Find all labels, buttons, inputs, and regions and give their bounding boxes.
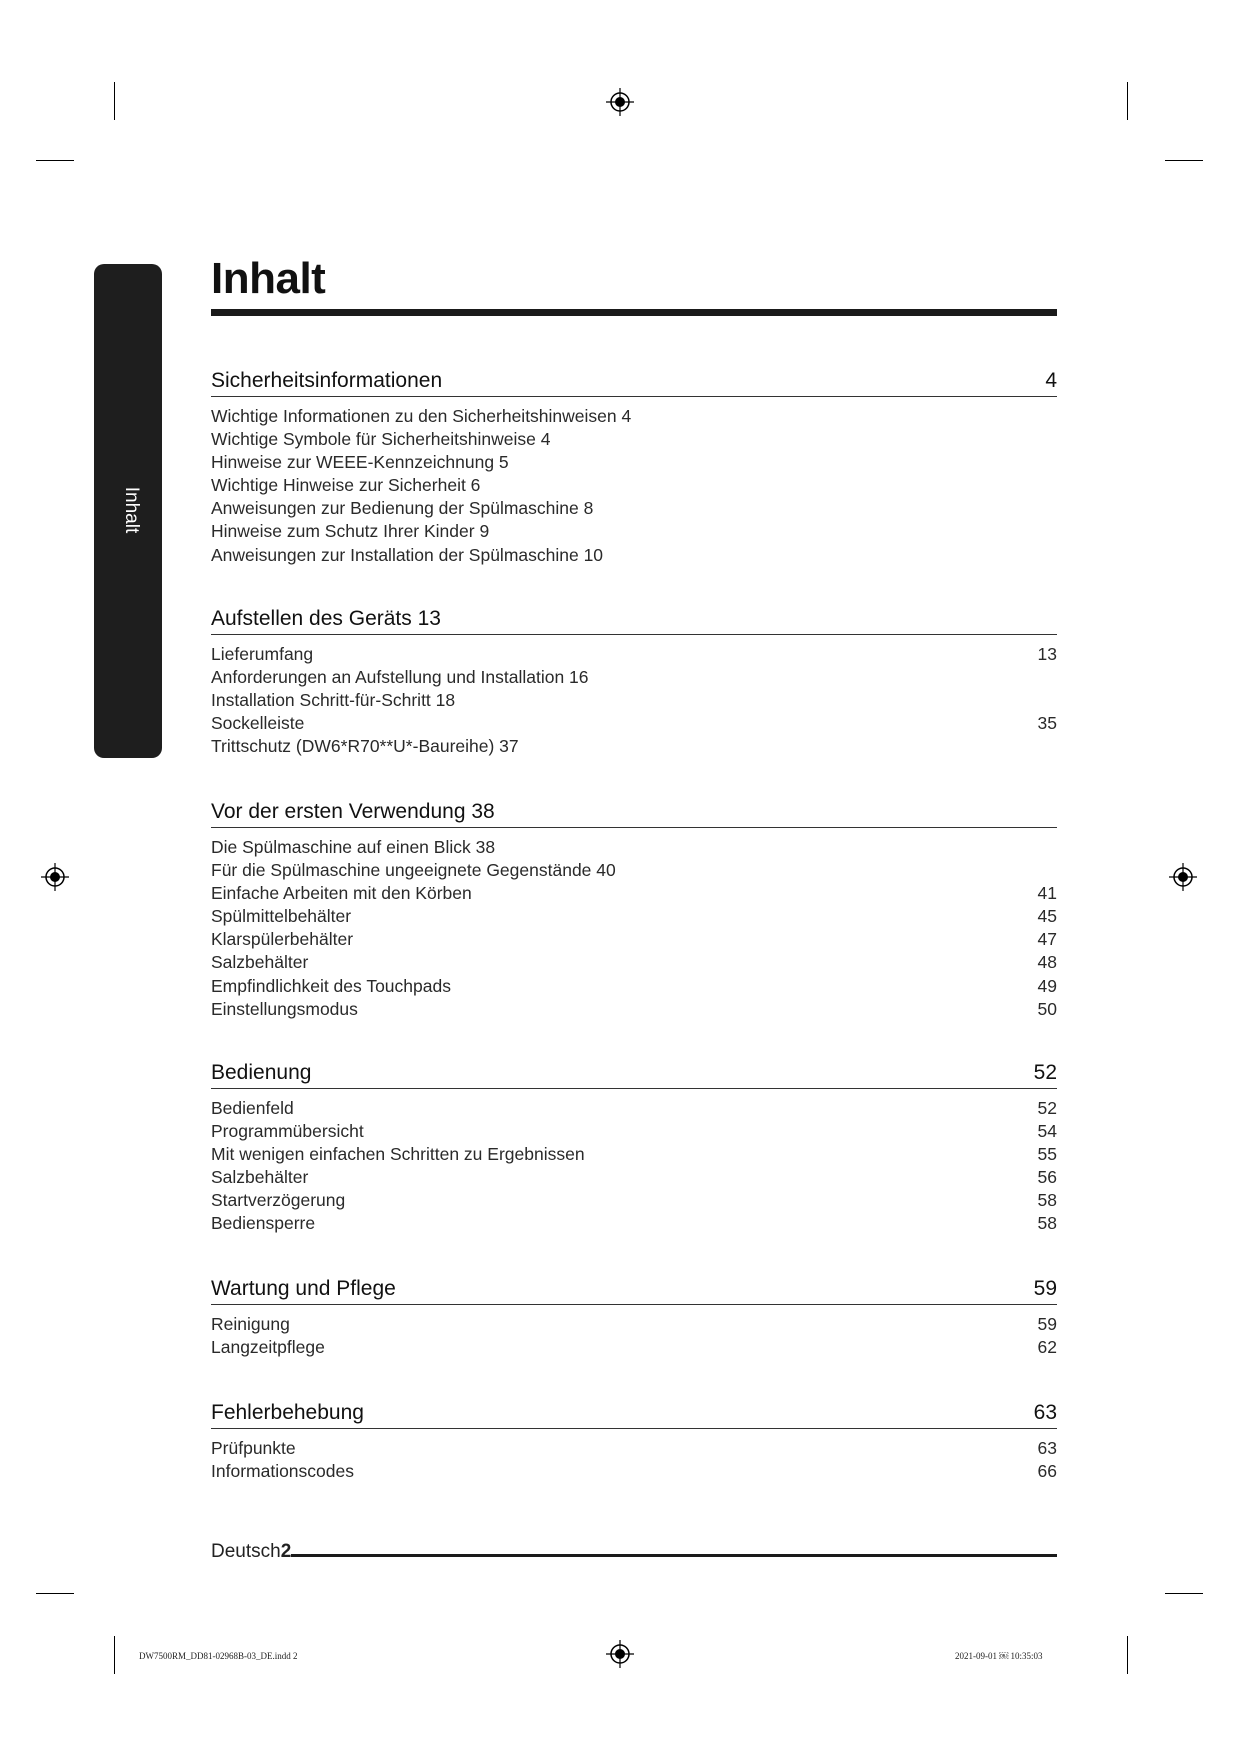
section-page: 59 — [1033, 1277, 1057, 1300]
entry-title: Die Spülmaschine auf einen Blick 38 — [211, 837, 496, 857]
toc-entry[interactable] — [211, 689, 1057, 712]
toc-entry[interactable] — [211, 474, 1057, 497]
toc-section — [211, 366, 1057, 567]
toc-section — [211, 1058, 1057, 1236]
entry-title: Hinweise zur WEEE-Kennzeichnung 5 — [211, 452, 509, 473]
entry-title: Spülmittelbehälter — [211, 906, 352, 927]
toc-entry[interactable] — [211, 905, 1057, 928]
toc-entry[interactable] — [211, 428, 1057, 451]
crop-mark — [114, 1636, 115, 1674]
toc-entry[interactable] — [211, 928, 1057, 951]
entry-page: 49 — [1037, 975, 1057, 996]
toc-entry[interactable] — [211, 1120, 1057, 1143]
toc-entry[interactable] — [211, 998, 1057, 1021]
toc-entry[interactable] — [211, 735, 1057, 758]
entry-title: Programmübersicht — [211, 1121, 364, 1142]
crop-mark — [36, 160, 74, 161]
entry-title: Anforderungen an Aufstellung und Installation 16 — [211, 667, 589, 688]
entry-title: Installation Schritt-für-Schritt 18 — [211, 690, 456, 711]
entry-page: 66 — [1037, 1461, 1057, 1482]
section-title: Aufstellen des Geräts 13 — [211, 607, 441, 630]
toc-entry[interactable] — [211, 1143, 1057, 1166]
entry-title: Wichtige Hinweise zur Sicherheit 6 — [211, 475, 481, 496]
toc-section-heading[interactable] — [211, 797, 1057, 828]
entry-title: Bediensperre — [211, 1213, 316, 1234]
entry-title: Lieferumfang — [211, 644, 314, 664]
entry-page: 48 — [1037, 952, 1057, 973]
crop-mark — [1165, 160, 1203, 161]
entry-title: Anweisungen zur Bedienung der Spülmaschine 8 — [211, 498, 594, 519]
entry-page: 55 — [1037, 1144, 1057, 1165]
toc-section — [211, 1274, 1057, 1359]
entry-title: Klarspülerbehälter — [211, 929, 354, 950]
entry-page: 35 — [1037, 713, 1057, 734]
crop-mark — [1127, 82, 1128, 120]
section-page: 4 — [1045, 369, 1057, 392]
toc-section-heading[interactable] — [211, 604, 1057, 635]
registration-mark-icon — [41, 863, 69, 891]
toc-entry[interactable] — [211, 544, 1057, 567]
crop-mark — [1127, 1636, 1128, 1674]
toc-section-heading[interactable] — [211, 1274, 1057, 1305]
toc-section — [211, 604, 1057, 758]
crop-mark — [114, 82, 115, 120]
entry-page: 47 — [1037, 929, 1057, 950]
entry-page: 50 — [1037, 998, 1057, 1019]
crop-mark — [1165, 1593, 1203, 1594]
entry-title: Salzbehälter — [211, 1167, 309, 1188]
toc-entry[interactable] — [211, 643, 1057, 666]
entry-title: Bedienfeld — [211, 1098, 294, 1118]
toc-section-heading[interactable] — [211, 366, 1057, 397]
toc-entry[interactable] — [211, 836, 1057, 859]
entry-title: Reinigung — [211, 1314, 290, 1334]
entry-title: Wichtige Symbole für Sicherheitshinweise 4 — [211, 429, 551, 450]
toc-entry[interactable] — [211, 520, 1057, 543]
entry-title: Für die Spülmaschine ungeeignete Gegenstände 40 — [211, 860, 616, 881]
page-footer — [211, 1541, 291, 1563]
toc-entry[interactable] — [211, 405, 1057, 428]
toc-entry[interactable] — [211, 1336, 1057, 1359]
section-title: Vor der ersten Verwendung 38 — [211, 800, 495, 823]
section-title: Fehlerbehebung — [211, 1401, 364, 1424]
toc-entry[interactable] — [211, 1166, 1057, 1189]
entry-title: Hinweise zum Schutz Ihrer Kinder 9 — [211, 521, 490, 542]
entry-title: Mit wenigen einfachen Schritten zu Ergebnissen — [211, 1144, 585, 1165]
toc-entry[interactable] — [211, 951, 1057, 974]
entry-title: Trittschutz (DW6*R70**U*-Baureihe) 37 — [211, 736, 519, 757]
entry-title: Startverzögerung — [211, 1190, 346, 1211]
toc-entry[interactable] — [211, 1212, 1057, 1235]
entry-title: Einfache Arbeiten mit den Körben — [211, 883, 472, 904]
toc-section-heading[interactable] — [211, 1398, 1057, 1429]
toc-entry[interactable] — [211, 497, 1057, 520]
entry-page: 13 — [1037, 644, 1057, 664]
registration-mark-icon — [606, 1640, 634, 1668]
entry-page: 59 — [1037, 1314, 1057, 1334]
footer-language: Deutsch — [211, 1541, 281, 1562]
entry-title: Wichtige Informationen zu den Sicherheitshinweisen 4 — [211, 406, 632, 426]
toc-entry[interactable] — [211, 451, 1057, 474]
entry-page: 58 — [1037, 1213, 1057, 1234]
entry-page: 58 — [1037, 1190, 1057, 1211]
entry-page: 62 — [1037, 1337, 1057, 1358]
entry-title: Anweisungen zur Installation der Spülmaschine 10 — [211, 544, 604, 565]
entry-page: 63 — [1037, 1438, 1057, 1458]
toc-entry[interactable] — [211, 666, 1057, 689]
toc-entry[interactable] — [211, 1097, 1057, 1120]
section-title: Wartung und Pflege — [211, 1277, 396, 1300]
toc-section — [211, 1398, 1057, 1483]
entry-title: Salzbehälter — [211, 952, 309, 973]
footer-page-number: 2 — [280, 1541, 292, 1562]
entry-page: 45 — [1037, 906, 1057, 927]
section-page: 52 — [1033, 1061, 1057, 1084]
section-title: Sicherheitsinformationen — [211, 369, 443, 392]
entry-page: 52 — [1037, 1098, 1057, 1118]
entry-title: Empfindlichkeit des Touchpads — [211, 975, 451, 996]
toc-entry[interactable] — [211, 859, 1057, 882]
toc-entry[interactable] — [211, 1313, 1057, 1336]
title-rule — [211, 309, 1057, 316]
toc-entry[interactable] — [211, 1460, 1057, 1483]
toc-entry[interactable] — [211, 975, 1057, 998]
print-slug-datetime: 2021-09-01 ￼ 10:35:03 — [955, 1651, 1043, 1661]
toc-section — [211, 797, 1057, 1021]
entry-title: Sockelleiste — [211, 713, 305, 734]
side-tab-label: Inhalt — [121, 486, 142, 534]
page-title: Inhalt — [211, 254, 326, 303]
section-title: Bedienung — [211, 1061, 312, 1084]
entry-title: Prüfpunkte — [211, 1438, 296, 1458]
registration-mark-icon — [1169, 863, 1197, 891]
entry-title: Einstellungsmodus — [211, 998, 358, 1019]
toc-entry[interactable] — [211, 1437, 1057, 1460]
entry-page: 54 — [1037, 1121, 1057, 1142]
print-slug-file: DW7500RM_DD81-02968B-03_DE.indd 2 — [139, 1651, 298, 1661]
crop-mark — [36, 1593, 74, 1594]
toc-entry[interactable] — [211, 712, 1057, 735]
toc-entry[interactable] — [211, 882, 1057, 905]
entry-page: 56 — [1037, 1167, 1057, 1188]
entry-page: 41 — [1037, 883, 1057, 904]
entry-title: Langzeitpflege — [211, 1337, 325, 1358]
footer-rule — [291, 1554, 1057, 1557]
registration-mark-icon — [606, 88, 634, 116]
toc-section-heading[interactable] — [211, 1058, 1057, 1089]
section-page: 63 — [1033, 1401, 1057, 1424]
entry-title: Informationscodes — [211, 1461, 354, 1482]
toc-entry[interactable] — [211, 1189, 1057, 1212]
